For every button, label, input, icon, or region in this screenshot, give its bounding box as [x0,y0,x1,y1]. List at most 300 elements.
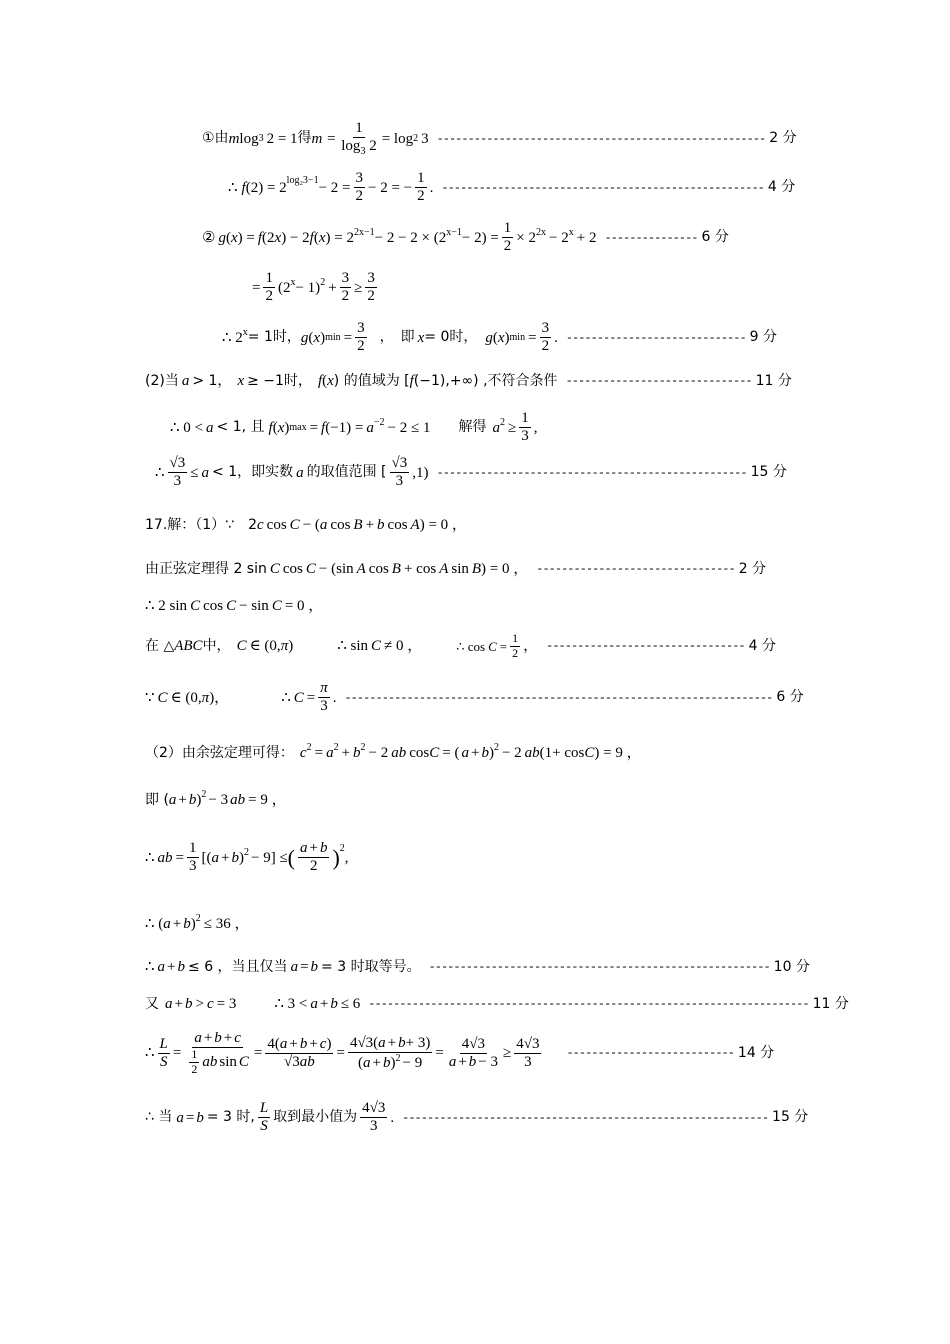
sup: 2x [536,226,547,238]
text: = 9 ， [248,792,287,808]
text: (2 [262,229,275,246]
text: + [365,517,375,533]
text: = [435,1045,444,1062]
var: ab [202,1053,218,1070]
numerator: L [158,1036,170,1054]
var: a [165,996,173,1012]
score-dashes: ----------------------------------------------------------- [402,1110,769,1125]
text: + 2 [576,229,597,246]
var: C [289,517,300,533]
text: − 2 [549,229,569,246]
fraction [390,455,410,491]
text: − 2) = [461,229,499,246]
text: > [195,996,204,1012]
var: b [319,840,328,856]
var: ab [299,1053,315,1070]
var: a [290,959,299,975]
text: ∴ [145,959,155,975]
sub: 3 [360,146,366,158]
line-10 [145,560,766,578]
text: + 3) [405,1034,431,1051]
var: f [257,229,263,246]
numerator: 1 [415,170,427,188]
text: ∴ cos [456,638,486,654]
var: C [293,689,304,706]
text: + [341,745,351,761]
open-paren: ( [287,844,295,870]
text: ， [523,638,539,655]
fraction [365,270,377,306]
var: a [326,745,334,761]
text: ) [190,916,196,932]
denominator: 2 [265,288,273,305]
text: + [289,1035,298,1052]
denominator: 2 [417,188,425,205]
text: ) − 2 [281,229,310,246]
var: f [241,179,246,196]
line-5 [222,320,777,356]
text: 又 [145,995,159,1012]
var: a [176,1109,184,1126]
var: c [299,745,307,761]
var: C [157,689,168,706]
text: = [314,745,324,761]
denominator: 2 [355,188,363,205]
numerator: π [318,680,330,698]
denominator: 3 [320,698,328,715]
var: C [226,598,237,614]
var: A [356,561,366,577]
var: a [279,1035,288,1052]
text: ∈ (0, [170,689,202,706]
numerator: L [258,1100,270,1118]
sup: 2 [499,416,505,428]
numerator: 1 [519,410,531,428]
text: ) [288,638,294,655]
var: a [296,464,304,481]
text: = [309,419,319,436]
text: ) [504,329,510,346]
text: log [341,138,361,155]
text: . [554,329,558,346]
text: ) [238,849,244,866]
text: ) = 0 ， [481,561,529,577]
text: 2 = 1 [266,130,298,147]
fraction [540,320,552,356]
text: 3 [421,130,429,147]
score-dashes: -------------------------------------------------- [436,465,747,480]
text: √3 [284,1053,300,1070]
fraction [298,840,329,876]
line-11 [145,597,323,615]
denominator: 2 [512,645,519,660]
line-8 [155,455,787,491]
line-2 [228,170,795,206]
text: 即 ( [145,791,169,808]
text: = ( [442,745,460,761]
text: = 0时， [424,329,478,346]
numerator: 4√3 [360,1100,387,1118]
denominator: 2 [191,1062,198,1077]
text: ∴ [145,1045,155,1062]
text: > 1， [192,372,232,389]
numerator: 1 [263,270,275,288]
var: C [238,1053,249,1070]
text: (1+ cos [539,745,585,761]
text: ≤ 6 ，当且仅当 [188,958,288,975]
line-17 [145,913,250,935]
text: ) = 2 [325,229,354,246]
fraction [318,680,330,716]
fraction [519,410,531,446]
fraction [355,320,367,356]
fraction [447,1036,500,1072]
numerator: 1 [353,120,365,138]
text: cos [368,561,389,577]
text: ) [284,419,290,436]
text: cos [282,561,303,577]
numerator: 3 [340,270,352,288]
var: f [317,373,323,389]
numerator [265,1036,333,1054]
var: c [234,1030,241,1046]
numerator: 4√3 [460,1036,487,1054]
sup: 2 [339,842,345,854]
sub: min [325,331,341,343]
denominator [184,1048,251,1077]
text: ∴ 0 < [170,419,204,436]
var: c [206,996,214,1012]
var: a [206,419,214,436]
text: ( [272,419,278,436]
text: 4( [267,1035,280,1052]
text: = [336,1045,345,1062]
var: a [363,1054,371,1071]
text: = 3 [216,996,237,1012]
fraction [502,220,514,256]
text: (−1),+∞) ,不符合条件 [413,372,558,389]
text: = [499,638,508,654]
text: ≤ 36 ， [203,916,250,932]
text: + [458,1053,467,1070]
var: a [168,792,177,808]
denominator: 2 [309,858,318,875]
text: . [332,689,337,706]
denominator [282,1054,317,1071]
var: b [481,745,489,761]
var: ab [230,792,246,808]
text: 17.解：（1）∵ 2 [145,516,257,533]
score-dashes: ---------------------------------------------------- [441,180,764,195]
var: a [157,959,166,975]
var: x [327,373,334,389]
text: ) [326,1035,332,1052]
text: (2) = 2 [245,179,287,196]
text: = [300,959,309,975]
score: 14 分 [737,1045,775,1062]
text: < 1, 且 [216,419,265,436]
fraction [510,632,520,661]
denominator: 2 [503,238,512,255]
text: + [174,996,183,1012]
text: + [328,279,337,296]
line-20 [145,1030,774,1077]
var: c [319,1035,327,1052]
text: ≥ [503,1045,512,1062]
sup: 2 [306,742,312,753]
var: C [271,598,282,614]
text: < 1，即实数 [212,464,294,481]
line-12 [145,632,776,661]
line-9 [145,516,467,534]
text: ) [196,792,202,808]
var: m [228,130,240,147]
text: , [344,849,349,866]
denominator [356,1053,424,1072]
text: 取到最小值为 [273,1109,358,1126]
sup: 2 [333,742,339,753]
numerator [298,840,329,858]
text: ( [358,1054,364,1071]
var: b [188,792,197,808]
text: cos [203,598,224,614]
line-15 [145,789,287,811]
var: f [309,229,314,246]
score: 4 分 [767,179,796,196]
var: b [398,1034,406,1051]
sub: max [289,421,307,433]
text: − 9] ≤ [250,849,288,866]
sup: 2 [395,1052,401,1064]
text: + [387,1034,397,1051]
text: = 1时， [247,329,301,346]
text: 得 [297,130,312,147]
var: f [268,419,273,436]
text: = [343,329,353,346]
var: C [305,561,316,577]
text: − (sin [318,561,354,577]
var: g [218,229,226,246]
numerator [192,1030,243,1048]
text: − 3 [208,792,229,808]
text: = 0 ， [284,598,324,614]
var: C [190,598,201,614]
numerator: 1 [502,220,514,238]
numerator: √3 [390,455,410,473]
var: a [461,745,469,761]
var: b [468,1053,477,1070]
text: ∴ 当 [145,1109,173,1126]
sup: 2 [195,913,201,924]
text: = [252,279,261,296]
score-dashes: ------------------------------------------------------- [428,959,770,974]
var: C [269,561,280,577]
text: ∈ (0, [249,638,281,655]
line-4 [252,270,380,306]
numerator: 3 [540,320,552,338]
sub: min [509,331,526,343]
var: a [194,1030,202,1046]
text: ∴ [155,464,165,481]
text: ≤ 6 [340,996,361,1012]
text: )， [209,689,230,706]
var: π [280,638,289,655]
fraction [348,1035,432,1073]
text: ) [390,1054,396,1071]
text: = 3 时取等号。 [321,958,421,975]
denominator: 3 [370,1118,378,1135]
fraction [415,170,427,206]
text: = [172,1045,182,1062]
var: b [377,517,385,533]
var: x [417,329,425,346]
score: 11 分 [812,995,849,1012]
numerator: 3 [355,320,367,338]
text: ∴ ( [145,916,164,932]
denominator: 2 [367,288,375,305]
text: ) 的值域为 [ [333,372,410,389]
numerator: 4√3 [514,1036,541,1054]
score-dashes: -------------------------------- [546,639,745,654]
denominator: 2 [541,338,550,355]
var: C [584,745,595,761]
text: + cos [403,561,437,577]
text: (2 [277,279,291,296]
fraction [263,270,275,306]
numerator [348,1035,432,1053]
score: 11 分 [755,372,792,389]
text: ) = [237,229,255,246]
text: − 3 [478,1053,499,1070]
var: x [230,229,238,246]
var: a [163,916,171,932]
sup: 2 [320,276,326,288]
text: , [533,419,538,436]
sup: x−1 [446,226,462,238]
fraction [158,1036,170,1072]
text: − 2 − 2 × (2 [374,229,447,246]
var: x [274,229,282,246]
score-dashes: --------------------------------------------------------------------- [344,690,773,705]
numerator: 1 [512,631,519,645]
denominator: 3 [524,1053,532,1070]
var: b [184,996,193,1012]
var: x [237,373,245,389]
text: 4√3( [349,1034,379,1051]
text: ∴ 2 sin [145,598,188,614]
text: ② [202,229,216,246]
var: B [391,561,401,577]
var: B [471,561,482,577]
text: 由正弦定理得 2 sin [145,560,267,577]
sup: 2 [243,846,249,858]
var: b [353,745,361,761]
text: + [309,840,318,856]
text: ( [225,229,231,246]
var: b [383,1054,391,1071]
line-14 [145,742,642,764]
var: b [183,916,191,932]
line-18 [145,958,810,976]
denominator: 3 [189,858,197,875]
text: + [172,916,182,932]
score-dashes: ----------------------------------------------------------------------- [368,996,809,1011]
text: = log [381,130,414,147]
text: × 2 [516,229,537,246]
line-13 [145,680,804,716]
text: ) [488,745,494,761]
text: ， 即 [379,329,415,346]
line-3 [202,220,729,256]
text: ) [320,329,326,346]
text: + [221,849,230,866]
text: − sin [239,598,269,614]
var: x [277,419,285,436]
score: 9 分 [749,329,778,346]
var: f [321,419,326,436]
denominator [447,1054,500,1071]
fraction [354,170,366,206]
var: C [429,745,440,761]
var: C [236,638,247,655]
text: log [239,130,259,147]
sub: 2 [413,132,419,144]
text: ∵ [145,689,155,706]
fraction [339,120,378,158]
text: ∴ [145,849,155,866]
var: B [353,517,363,533]
var: g [485,329,493,346]
numerator: 1 [187,840,199,858]
text: . [429,179,434,196]
text: ) = 0 ， [419,517,467,533]
score: 10 分 [773,958,810,975]
numerator: √3 [168,455,188,473]
fraction [168,455,188,491]
var: A [439,561,449,577]
text: 的取值范围 [ [306,464,387,481]
text: = [185,1109,195,1126]
line-16 [145,840,349,876]
score: 4 分 [748,637,776,654]
text: ( [308,329,314,346]
numerator: 1 [191,1047,198,1062]
fraction [258,1100,270,1136]
fraction [184,1030,251,1077]
text: + [178,792,187,808]
close-paren: ) [332,844,340,870]
var: g [300,329,309,346]
var: a [378,1034,386,1051]
score-dashes: ----------------------------- [565,330,746,345]
score-dashes: --------------- [604,230,698,245]
numerator: 3 [354,170,366,188]
text: ∴ sin [337,638,369,655]
text: ∴ 2 [222,329,243,346]
text: cos [387,517,408,533]
var: a [201,464,210,481]
text: (2)当 [145,372,179,389]
var: c [257,517,264,533]
var: b [310,959,319,975]
text: ①由 [202,130,229,147]
text: = [306,689,316,706]
score: 2 分 [738,560,767,577]
var: b [177,959,186,975]
var: b [214,1030,222,1046]
line-7 [170,410,537,446]
score: 6 分 [701,229,729,246]
